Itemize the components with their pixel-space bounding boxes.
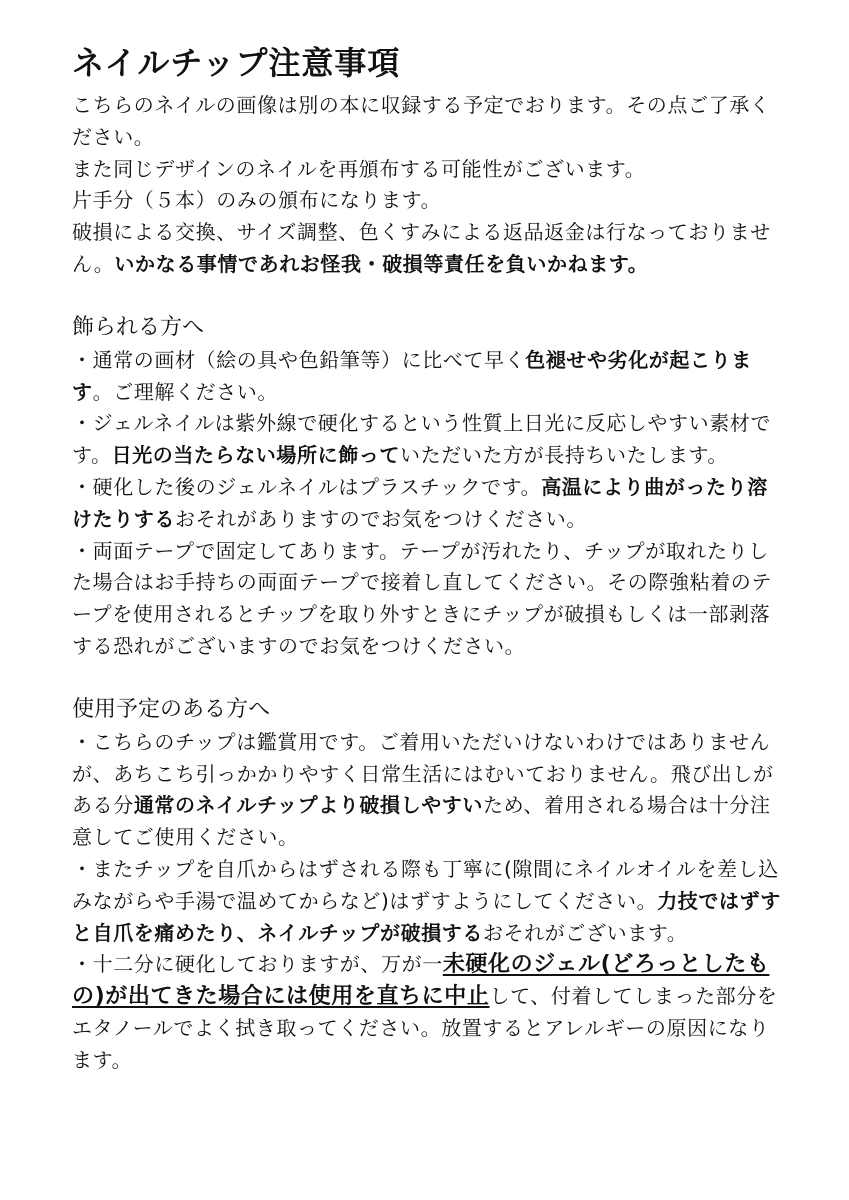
use-bullet-1 xyxy=(72,727,784,854)
use-b3-text-c: して、付着してしまった部分をエタノールでよく拭き取ってください。放置するとアレルギーの原因になります。 xyxy=(72,984,778,1072)
display-bullet-2 xyxy=(72,408,784,472)
notice-document xyxy=(72,40,784,1077)
display-b3-text-c: おそれがありますのでお気をつけください。 xyxy=(175,506,587,531)
spacer xyxy=(72,281,784,311)
intro-paragraph-2: また同じデザインのネイルを再頒布する可能性がございます。 xyxy=(72,156,646,181)
display-bullet-4: ・両面テープで固定してあります。テープが汚れたり、チップが取れたりした場合はお手持ちの両面テープで接着し直してください。その際強粘着のテープを使用されるとチップを取り外すときにチップが破損もしくは一部剥落する恐れがございますのでお気をつけください。 xyxy=(72,538,772,658)
intro-paragraph-3: 片手分（５本）のみの頒布になります。 xyxy=(72,188,442,213)
use-b1-text-a: ・こちらのチップは鑑賞用です。ご着用いただいけないわけではありませんが、あちこち引っかかりやすく日常生活にはむいておりません。飛び出しがある分 xyxy=(72,729,774,818)
use-b1-text-c: ため、着用される場合は十分注意してご使用ください。 xyxy=(72,793,771,850)
intro-paragraph-4 xyxy=(72,217,784,281)
use-b1-bold: 通常のネイルチップより破損しやすい xyxy=(133,793,484,818)
page-title: ネイルチップ注意事項 xyxy=(72,44,401,82)
use-b3-bold-underlined: 未硬化のジェル(どろっとしたもの)が出てきた場合には使用を直ちに中止 xyxy=(72,952,770,1010)
display-b1-bold: 色褪せや劣化が起こります xyxy=(72,347,752,404)
use-bullet-3 xyxy=(72,949,784,1076)
display-bullet-3 xyxy=(72,472,784,536)
use-bullet-2 xyxy=(72,854,784,949)
display-b1-text-a: ・通常の画材（絵の具や色鉛筆等）に比べて早く xyxy=(72,347,526,372)
display-b3-text-a: ・硬化した後のジェルネイルはプラスチックです。 xyxy=(72,474,542,499)
display-b1-text-c: 。ご理解ください。 xyxy=(92,379,279,404)
display-b2-text-c: いただいた方が長持ちいたします。 xyxy=(400,443,729,468)
display-b2-text-a: ・ジェルネイルは紫外線で硬化するという性質上日光に反応しやすい素材です。 xyxy=(72,411,771,468)
use-b2-text-a: ・またチップを自爪からはずされる際も丁寧に(隙間にネイルオイルを差し込みながらや手湯で温めてからなど)はずすようにしてください。 xyxy=(72,856,779,913)
intro-paragraph-1: こちらのネイルの画像は別の本に収録する予定でおります。その点ご了承ください。 xyxy=(72,93,771,149)
display-bullet-1 xyxy=(72,345,784,409)
display-section-heading: 飾られる方へ xyxy=(72,314,205,340)
intro-p4-text: 破損による交換、サイズ調整、色くすみによる返品返金は行なっておりません。 xyxy=(72,220,771,276)
use-b3-text-a: ・十二分に硬化しておりますが、万が一 xyxy=(72,952,443,977)
display-b3-bold: 高温により曲がったり溶けたりする xyxy=(72,474,768,531)
spacer xyxy=(72,663,784,693)
use-b2-bold: 力技ではずすと自爪を痛めたり、ネイルチップが破損する xyxy=(72,888,781,945)
display-b2-bold: 日光の当たらない場所に飾って xyxy=(111,443,401,468)
use-b2-text-c: おそれがございます。 xyxy=(483,920,688,945)
intro-p4-bold: いかなる事情であれお怪我・破損等責任を負いかねます。 xyxy=(114,251,649,276)
use-section-heading: 使用予定のある方へ xyxy=(72,696,271,722)
